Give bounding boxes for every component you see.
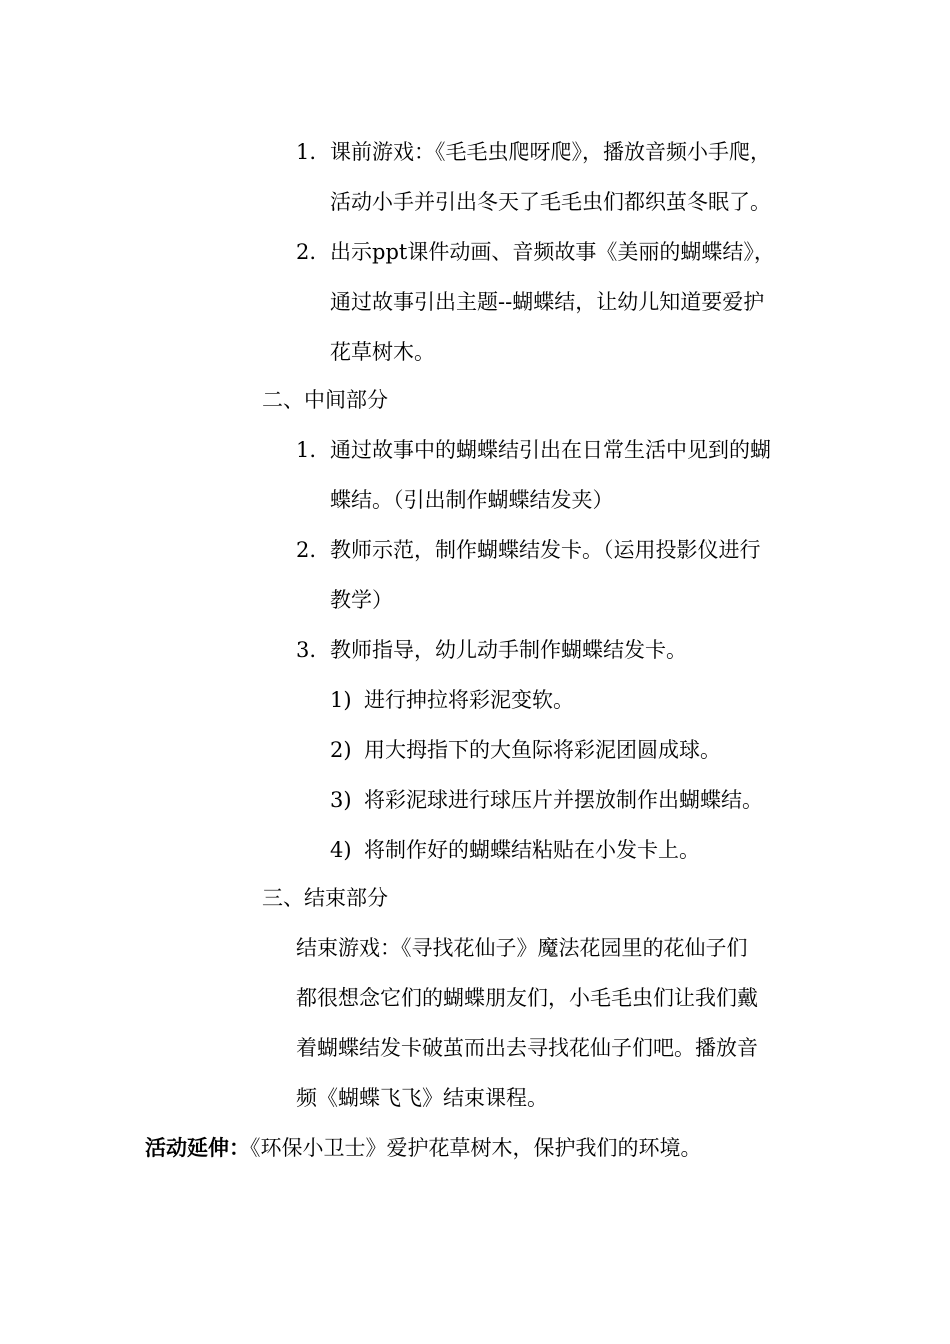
list-text: 课前游戏：《毛毛虫爬呀爬》，播放音频小手爬， <box>330 140 771 164</box>
list-text: 教师示范，制作蝴蝶结发卡。（运用投影仪进行 <box>330 538 761 562</box>
list-text-continued: 通过故事引出主题--蝴蝶结，让幼儿知道要爱护 <box>330 290 765 314</box>
step-number: 1) <box>330 688 352 712</box>
list-item <box>296 636 687 664</box>
list-item <box>296 138 771 166</box>
step-item <box>330 736 721 764</box>
list-item <box>296 238 775 266</box>
step-item <box>330 836 700 864</box>
list-item <box>296 536 761 564</box>
list-text: 出示ppt课件动画、音频故事《美丽的蝴蝶结》， <box>330 240 775 264</box>
paragraph-line: 都很想念它们的蝴蝶朋友们，小毛毛虫们让我们戴 <box>296 986 758 1010</box>
extension-text: 《环保小卫士》爱护花草树木，保护我们的环境。 <box>250 1136 702 1160</box>
paragraph-line: 着蝴蝶结发卡破茧而出去寻找花仙子们吧。播放音 <box>296 1036 758 1060</box>
step-text: 进行抻拉将彩泥变软。 <box>364 688 574 712</box>
list-item <box>296 436 771 464</box>
section-heading: 二、中间部分 <box>262 388 388 412</box>
list-number: 3. <box>296 638 317 662</box>
extension-line <box>145 1134 702 1162</box>
step-number: 4) <box>330 838 352 862</box>
paragraph-line: 结束游戏：《寻找花仙子》魔法花园里的花仙子们 <box>296 936 748 960</box>
extension-label: 活动延伸： <box>145 1136 250 1160</box>
section-heading: 三、结束部分 <box>262 886 388 910</box>
list-number: 1. <box>296 438 317 462</box>
list-text-continued: 花草树木。 <box>330 340 435 364</box>
list-text: 教师指导，幼儿动手制作蝴蝶结发卡。 <box>330 638 687 662</box>
step-number: 2) <box>330 738 352 762</box>
list-number: 2. <box>296 240 317 264</box>
list-text: 通过故事中的蝴蝶结引出在日常生活中见到的蝴 <box>330 438 771 462</box>
step-item <box>330 786 763 814</box>
list-text-continued: 教学） <box>330 588 393 612</box>
list-text-continued: 活动小手并引出冬天了毛毛虫们都织茧冬眠了。 <box>330 190 771 214</box>
step-number: 3) <box>330 788 352 812</box>
list-text-continued: 蝶结。（引出制作蝴蝶结发夹） <box>330 488 614 512</box>
list-number: 1. <box>296 140 317 164</box>
step-text: 用大拇指下的大鱼际将彩泥团圆成球。 <box>364 738 721 762</box>
step-text: 将制作好的蝴蝶结粘贴在小发卡上。 <box>364 838 700 862</box>
paragraph-line: 频《蝴蝶飞飞》结束课程。 <box>296 1086 548 1110</box>
step-item <box>330 686 574 714</box>
list-number: 2. <box>296 538 317 562</box>
step-text: 将彩泥球进行球压片并摆放制作出蝴蝶结。 <box>364 788 763 812</box>
